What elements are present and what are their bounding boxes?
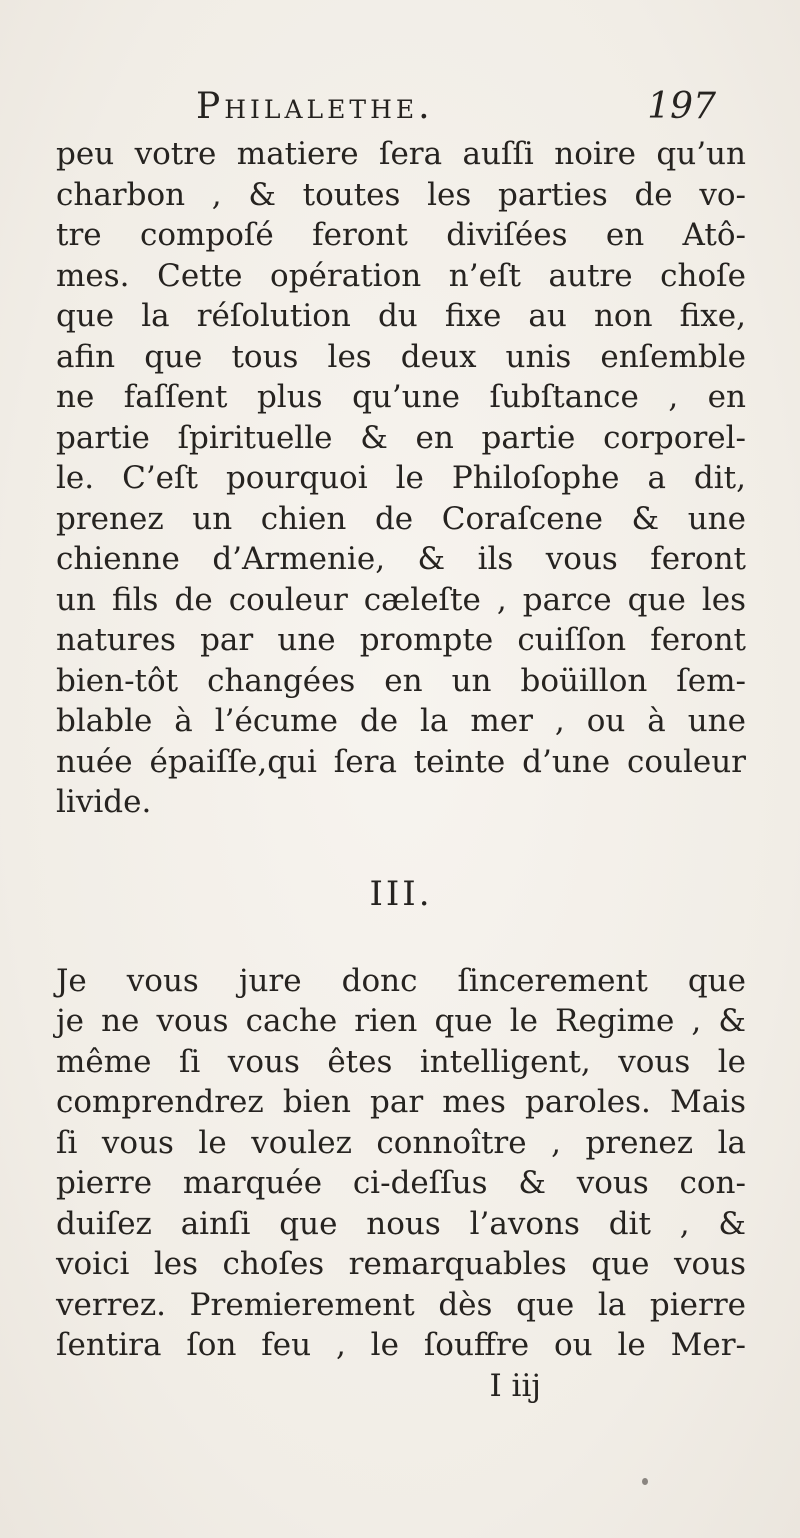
ink-speck — [642, 1478, 648, 1485]
section-heading: III. — [369, 873, 433, 914]
text-line: verrez. Premierement dès que la pierre — [56, 1286, 746, 1323]
text-line: mes. Cette opération n’eſt autre choſe — [56, 257, 746, 294]
running-head: Philalethe. — [196, 86, 434, 127]
paragraph-1 — [56, 134, 746, 823]
text-line: que la réſolution du fixe au non fixe, — [56, 298, 746, 334]
text-line: comprendrez bien par mes paroles. Mais — [56, 1084, 746, 1120]
text-line: même ſi vous êtes intelligent, vous le — [56, 1043, 746, 1080]
text-line: voici les choſes remarquables que vous — [56, 1246, 746, 1282]
text-line: partie ſpirituelle & en partie corporel- — [56, 419, 746, 456]
text-line: ſi vous le voulez connoître , prenez la — [56, 1124, 746, 1161]
signature-mark: I iij — [489, 1367, 541, 1404]
text-line: peu votre matiere ſera auſſi noire qu’un — [56, 136, 746, 172]
text-line: afin que tous les deux unis enſemble — [56, 338, 746, 375]
text-line: le. C’eſt pourquoi le Philoſophe a dit, — [56, 460, 746, 496]
body-text — [56, 134, 746, 1406]
text-line: pierre marquée ci-deſſus & vous con- — [56, 1165, 746, 1201]
text-line: ne faſſent plus qu’une ſubſtance , en — [56, 379, 746, 415]
page-number: 197 — [647, 86, 716, 127]
text-line: chienne d’Armenie, & ils vous feront — [56, 541, 746, 577]
text-line: charbon , & toutes les parties de vo- — [56, 176, 746, 213]
text-line: duiſez ainſi que nous l’avons dit , & — [56, 1205, 746, 1242]
text-line: nuée épaiſſe,qui ſera teinte d’une couleur — [56, 743, 746, 780]
text-line: Je vous jure donc ſincerement que — [56, 962, 746, 999]
text-line: bien-tôt changées en un boüillon ſem- — [56, 662, 746, 699]
text-line: un fils de couleur cæleſte , parce que les — [56, 581, 746, 618]
text-line: livide. — [56, 784, 152, 820]
text-line: ſentira ſon feu , le ſouffre ou le Mer- — [56, 1327, 746, 1363]
text-line: tre compoſé feront diviſées en Atô- — [56, 217, 746, 253]
page-header — [196, 86, 716, 136]
text-line: blable à l’écume de la mer , ou à une — [56, 703, 746, 739]
text-line: natures par une prompte cuiſſon feront — [56, 622, 746, 658]
text-line: je ne vous cache rien que le Regime , & — [56, 1003, 746, 1039]
paragraph-2 — [56, 961, 746, 1366]
text-line: prenez un chien de Coraſcene & une — [56, 500, 746, 537]
